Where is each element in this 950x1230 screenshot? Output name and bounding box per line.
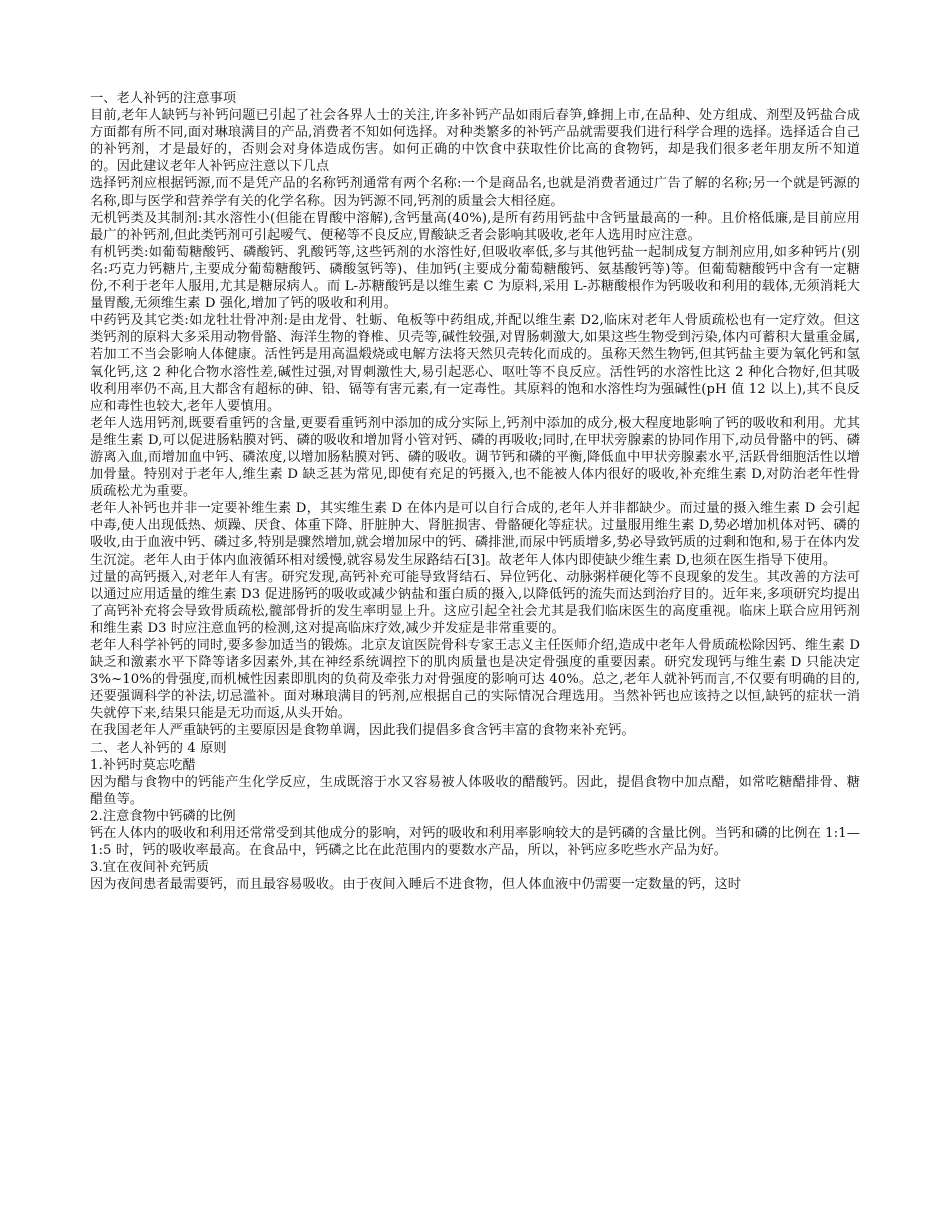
paragraph-organic-calcium: 有机钙类:如葡萄糖酸钙、磷酸钙、乳酸钙等,这些钙剂的水溶性好,但吸收率低,多与其他钙盐一起制成复方制剂应用,如多种钙片(别名:巧克力钙糖片,主要成分葡萄糖酸钙、磷酸氢钙等)、佳加钙(主要成分葡萄糖酸钙、氨基酸钙等)等。但葡萄糖酸钙中含有一定糖份,不利于老年人服用,尤其是糖尿病人。而 L-苏糖酸钙是以维生素 C 为原料,采用 L-苏糖酸根作为钙吸收和利用的载体,无须消耗大量胃酸,无须维生素 D 强化,增加了钙的吸收和利用。 bbox=[90, 244, 860, 312]
section-heading-1: 一、老人补钙的注意事项 bbox=[90, 91, 237, 106]
document-page bbox=[90, 90, 860, 893]
paragraph-exercise: 老年人科学补钙的同时,要多参加适当的锻炼。北京友谊医院骨科专家王志义主任医师介绍,造成中老年人骨质疏松除因钙、维生素 D 缺乏和激素水平下降等诸多因素外,其在神经系统调控下的肌肉质量也是决定骨强度的重要因素。研究发现钙与维生素 D 只能决定 3%~10%的骨强度,而机械性因素即肌肉的负荷及牵张力对骨强度的影响可达 40%。总之,老年人就补钙而言,不仅要有明确的目的,还要强调科学的补法,切忌滥补。面对琳琅满目的钙剂,应根据自己的实际情况合理选用。当然补钙也应该持之以恒,缺钙的症状一消失就停下来,结果只能是无功而返,从头开始。 bbox=[90, 638, 860, 722]
paragraph-food: 在我国老年人严重缺钙的主要原因是食物单调，因此我们提倡多食含钙丰富的食物来补充钙。 bbox=[90, 723, 635, 739]
paragraph-tcm-calcium: 中药钙及其它类:如龙牡壮骨冲剂:是由龙骨、牡蛎、龟板等中药组成,并配以维生素 D2,临床对老年人骨质疏松也有一定疗效。但这类钙剂的原料大多采用动物骨骼、海洋生物的脊椎、贝壳等,碱性较强,对胃肠刺激大,如果这些生物受到污染,体内可蓄积大量重金属,若加工不当会影响人体健康。活性钙是用高温煅烧或电解方法将天然贝壳转化而成的。虽称天然生物钙,但其钙盐主要为氧化钙和氢氧化钙,这 2 种化合物水溶性差,碱性过强,对胃刺激性大,易引起恶心、呕吐等不良反应。活性钙的水溶性比这 2 种化合物好,但其吸收利用率仍不高,且大都含有超标的砷、铅、镉等有害元素,有一定毒性。其原料的饱和水溶性均为强碱性(pH 值 12 以上),其不良反应和毒性也较大,老年人要慎用。 bbox=[90, 313, 860, 414]
principle-text-2: 钙在人体内的吸收和利用还常常受到其他成分的影响，对钙的吸收和利用率影响较大的是钙磷的含量比例。当钙和磷的比例在 1:1—1:5 时，钙的吸收率最高。在食品中，钙磷之比在此范围内的要数水产品，所以，补钙应多吃些水产品为好。 bbox=[90, 826, 860, 859]
principle-text-3: 因为夜间患者最需要钙，而且最容易吸收。由于夜间入睡后不进食物，但人体血液中仍需要一定数量的钙，这时 bbox=[90, 877, 742, 893]
paragraph-intro: 目前,老年人缺钙与补钙问题已引起了社会各界人士的关注,许多补钙产品如雨后春笋,蜂拥上市,在品种、处方组成、剂型及钙盐合成方面都有所不同,面对琳琅满目的产品,消费者不知如何选择。对种类繁多的补钙产品就需要我们进行科学合理的选择。选择适合自己的补钙剂，才是最好的，否则会对身体造成伤害。如何正确的中饮食中获取性价比高的食物钙，却是我们很多老年朋友所不知道的。因此建议老年人补钙应注意以下几点 bbox=[90, 108, 860, 175]
principle-text-1: 因为醋与食物中的钙能产生化学反应，生成既溶于水又容易被人体吸收的醋酸钙。因此，提倡食物中加点醋，如常吃糖醋排骨、糖醋鱼等。 bbox=[90, 774, 860, 807]
paragraph-additives: 老年人选用钙剂,既要看重钙的含量,更要看重钙剂中添加的成分实际上,钙剂中添加的成分,极大程度地影响了钙的吸收和利用。尤其是维生素 D,可以促进肠粘膜对钙、磷的吸收和增加肾小管对钙、磷的再吸收;同时,在甲状旁腺素的协同作用下,动员骨骼中的钙、磷游离入血,而增加血中钙、磷浓度,以增加肠粘膜对钙、磷的吸收。调节钙和磷的平衡,降低血中甲状旁腺素水平,活跃骨细胞活性以增加骨量。特别对于老年人,维生素 D 缺乏甚为常见,即使有充足的钙摄入,也不能被人体内很好的吸收,补充维生素 D,对防治老年性骨质疏松尤为重要。 bbox=[90, 415, 860, 500]
principle-heading-2: 2.注意食物中钙磷的比例 bbox=[90, 808, 236, 824]
paragraph-vitamin-d: 老年人补钙也并非一定要补维生素 D，其实维生素 D 在体内是可以自行合成的,老年人并非都缺少。而过量的摄入维生素 D 会引起中毒,使人出现低热、烦躁、厌食、体重下降、肝脏肿大、肾脏损害、骨骼硬化等症状。过量服用维生素 D,势必增加机体对钙、磷的吸收,由于血液中钙、磷过多,特别是骤然增加,就会增加尿中的钙、磷排泄,而尿中钙质增多,势必导致钙质的过剩和饱和,易于在体内发生沉淀。老年人由于体内血液循环相对缓慢,就容易发生尿路结石[3]。故老年人体内即使缺少维生素 D,也须在医生指导下使用。 bbox=[90, 501, 860, 568]
paragraph-excess-calcium: 过量的高钙摄入,对老年人有害。研究发现,高钙补充可能导致肾结石、异位钙化、动脉粥样硬化等不良现象的发生。其改善的方法可以通过应用适量的维生素 D3 促进肠钙的吸收或减少钠盐和蛋白质的摄入,以降低钙的流失而达到治疗目的。近年来,多项研究均提出了高钙补充将会导致骨质疏松,髋部骨折的发生率明显上升。这应引起全社会尤其是我们临床医生的高度重视。临床上联合应用钙剂和维生素 D3 时应注意血钙的检测,这对提高临床疗效,减少并发症是非常重要的。 bbox=[90, 569, 860, 636]
principle-heading-1: 1.补钙时莫忘吃醋 bbox=[90, 757, 196, 773]
paragraph-calcium-source: 选择钙剂应根据钙源,而不是凭产品的名称钙剂通常有两个名称:一个是商品名,也就是消费者通过广告了解的名称;另一个就是钙源的名称,即与医学和营养学有关的化学名称。因为钙源不同,钙剂的质量会大相径庭。 bbox=[90, 176, 860, 209]
section-heading-2: 二、老人补钙的 4 原则 bbox=[90, 740, 227, 756]
paragraph-inorganic-calcium: 无机钙类及其制剂:其水溶性小(但能在胃酸中溶解),含钙量高(40%),是所有药用钙盐中含钙量最高的一种。且价格低廉,是目前应用最广的补钙剂,但此类钙剂可引起嗳气、便秘等不良反应,胃酸缺乏者会影响其吸收,老年人选用时应注意。 bbox=[90, 210, 860, 243]
principle-heading-3: 3.宜在夜间补充钙质 bbox=[90, 860, 210, 876]
